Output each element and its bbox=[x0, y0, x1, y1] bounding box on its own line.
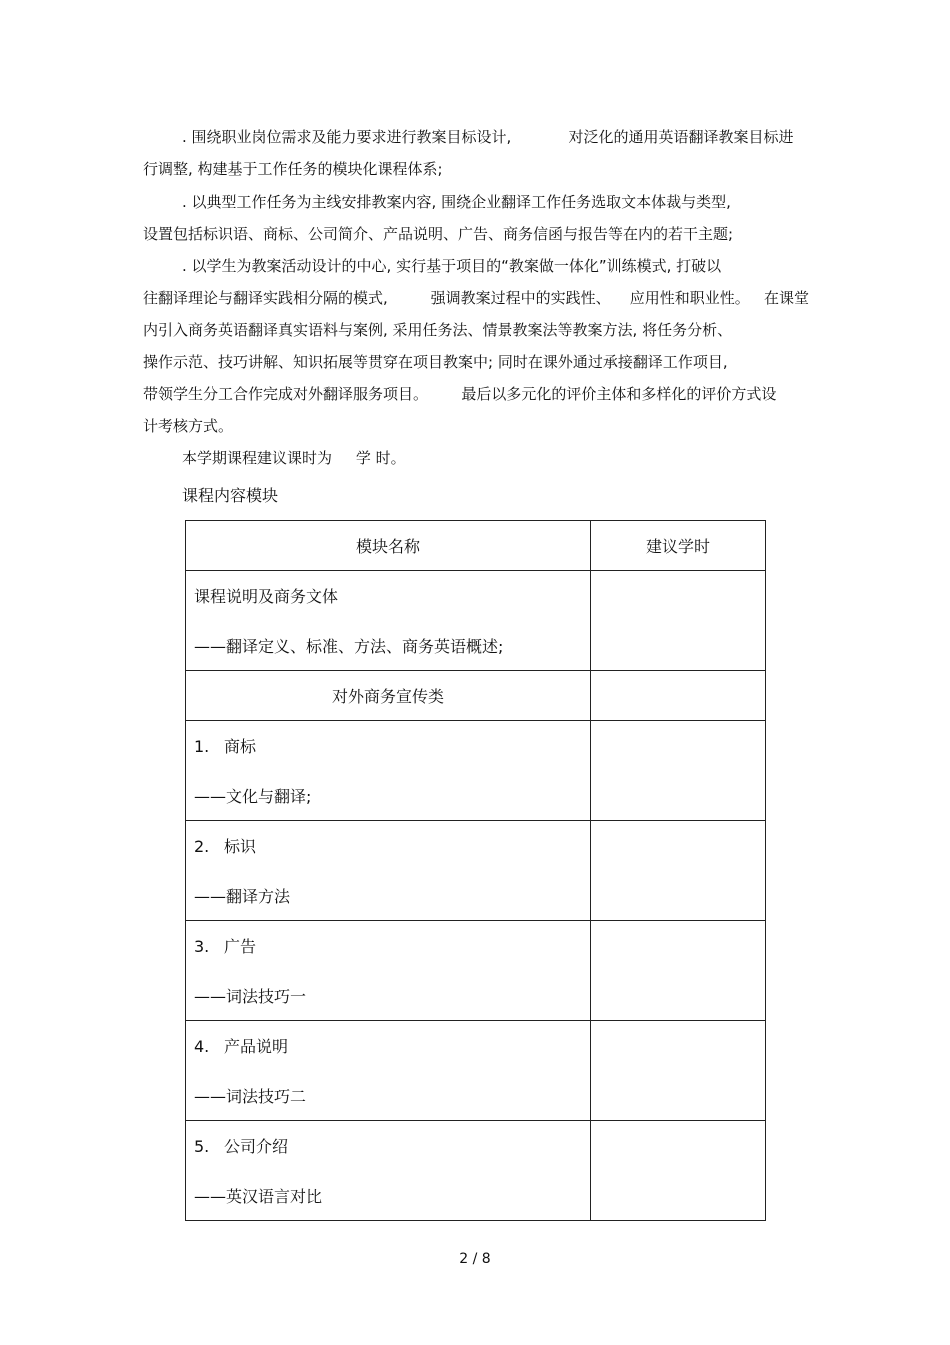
module-cell bbox=[186, 721, 591, 821]
module-cell bbox=[186, 821, 591, 921]
module-subtitle: ——英汉语言对比 bbox=[194, 1186, 323, 1206]
module-cell bbox=[186, 921, 591, 1021]
module-number: 5. bbox=[194, 1136, 210, 1156]
paragraph-line: 设置包括标识语、商标、公司简介、产品说明、广告、商务信函与报告等在内的若干主题; bbox=[143, 225, 734, 243]
header-module-name: 模块名称 bbox=[186, 521, 591, 571]
module-cell bbox=[186, 1021, 591, 1121]
class-hours-line: 本学期课程建议课时为 学 时。 bbox=[182, 449, 406, 467]
table-row bbox=[186, 921, 766, 1021]
group-name: 对外商务宣传类 bbox=[186, 671, 591, 721]
module-number: 4. bbox=[194, 1036, 210, 1056]
module-title: 课程说明及商务文体 bbox=[194, 586, 339, 606]
course-module-table bbox=[185, 520, 766, 1221]
module-subtitle: ——词法技巧一 bbox=[194, 986, 307, 1006]
module-cell bbox=[186, 571, 591, 671]
header-suggested-hours: 建议学时 bbox=[591, 521, 766, 571]
paragraph-line: 往翻译理论与翻译实践相分隔的模式, 强调教案过程中的实践性、 应用性和职业性。 在课堂 bbox=[143, 289, 810, 307]
module-title: 产品说明 bbox=[224, 1036, 289, 1056]
paragraph-line: . 以学生为教案活动设计的中心, 实行基于项目的“教案做一体化”训练模式, 打破以 bbox=[182, 257, 722, 275]
hours-cell bbox=[591, 1121, 766, 1221]
hours-cell bbox=[591, 921, 766, 1021]
module-title: 公司介绍 bbox=[224, 1136, 289, 1156]
hours-cell bbox=[591, 821, 766, 921]
hours-cell bbox=[591, 721, 766, 821]
paragraph-line: . 以典型工作任务为主线安排教案内容, 围绕企业翻译工作任务选取文本体裁与类型, bbox=[182, 193, 731, 211]
page-number: 2 / 8 bbox=[459, 1251, 491, 1267]
table-row bbox=[186, 571, 766, 671]
section-title: 课程内容模块 bbox=[182, 486, 279, 505]
table-row bbox=[186, 1021, 766, 1121]
table-header-row bbox=[186, 521, 766, 571]
module-subtitle: ——词法技巧二 bbox=[194, 1086, 307, 1106]
table-group-row bbox=[186, 671, 766, 721]
module-number: 1. bbox=[194, 736, 210, 756]
paragraph-line: 行调整, 构建基于工作任务的模块化课程体系; bbox=[143, 160, 443, 178]
module-title: 标识 bbox=[224, 836, 257, 856]
paragraph-line: 计考核方式。 bbox=[143, 417, 234, 435]
module-number: 3. bbox=[194, 936, 210, 956]
module-subtitle: ——翻译定义、标准、方法、商务英语概述; bbox=[194, 636, 504, 656]
paragraph-line: 内引入商务英语翻译真实语料与案例, 采用任务法、情景教案法等教案方法, 将任务分析、 bbox=[143, 321, 733, 339]
module-title: 商标 bbox=[224, 736, 257, 756]
table-row bbox=[186, 821, 766, 921]
module-title: 广告 bbox=[224, 936, 257, 956]
module-cell bbox=[186, 1121, 591, 1221]
table-row bbox=[186, 721, 766, 821]
paragraph-line: 带领学生分工合作完成对外翻译服务项目。 最后以多元化的评价主体和多样化的评价方式设 bbox=[143, 385, 777, 403]
paragraph-line: 操作示范、技巧讲解、知识拓展等贯穿在项目教案中; 同时在课外通过承接翻译工作项目, bbox=[143, 353, 728, 371]
hours-cell bbox=[591, 571, 766, 671]
table-row bbox=[186, 1121, 766, 1221]
module-number: 2. bbox=[194, 836, 210, 856]
hours-cell bbox=[591, 671, 766, 721]
module-subtitle: ——文化与翻译; bbox=[194, 786, 312, 806]
hours-cell bbox=[591, 1021, 766, 1121]
paragraph-line: . 围绕职业岗位需求及能力要求进行教案目标设计, 对泛化的通用英语翻译教案目标进 bbox=[182, 128, 794, 146]
module-subtitle: ——翻译方法 bbox=[194, 886, 291, 906]
